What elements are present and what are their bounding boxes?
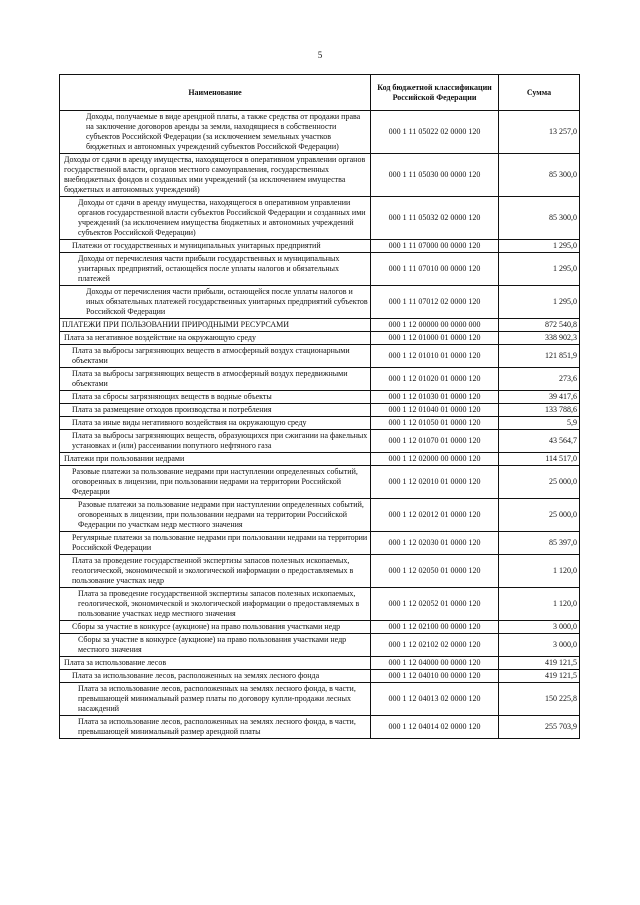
table-row [60,430,580,453]
table-row [60,453,580,466]
row-code: 000 1 12 02010 01 0000 120 [371,466,499,499]
row-name: ПЛАТЕЖИ ПРИ ПОЛЬЗОВАНИИ ПРИРОДНЫМИ РЕСУРСАМИ [60,319,371,332]
row-code: 000 1 12 02102 02 0000 120 [371,634,499,657]
row-name: Платежи при пользовании недрами [60,453,371,466]
table-row [60,588,580,621]
row-code: 000 1 12 04010 00 0000 120 [371,670,499,683]
row-name: Плата за размещение отходов производства и потребления [60,404,371,417]
row-name: Платежи от государственных и муниципальных унитарных предприятий [60,240,371,253]
row-name: Плата за использование лесов, расположенных на землях лесного фонда, в части, превышающей минимальный размер платы по договору купли-продажи лесных насаждений [60,683,371,716]
row-code: 000 1 11 07012 02 0000 120 [371,286,499,319]
header-name: Наименование [60,75,371,111]
row-name: Сборы за участие в конкурсе (аукционе) на право пользования участками недр [60,621,371,634]
row-sum: 3 000,0 [499,634,580,657]
table-row [60,634,580,657]
row-sum: 3 000,0 [499,621,580,634]
row-code: 000 1 12 01050 01 0000 120 [371,417,499,430]
table-row [60,197,580,240]
row-code: 000 1 11 05022 02 0000 120 [371,111,499,154]
row-code: 000 1 12 01020 01 0000 120 [371,368,499,391]
row-code: 000 1 11 07000 00 0000 120 [371,240,499,253]
row-code: 000 1 12 02050 01 0000 120 [371,555,499,588]
row-name: Плата за проведение государственной экспертизы запасов полезных ископаемых, геологической, экономической и экологической информации о предоставляемых в пользование участках недр местного значения [60,588,371,621]
row-sum: 25 000,0 [499,499,580,532]
row-name: Плата за сбросы загрязняющих веществ в водные объекты [60,391,371,404]
row-name: Разовые платежи за пользование недрами при наступлении определенных событий, оговоренных в лицензии, при пользовании недрами на территории Российской Федерации по участкам недр местного значения [60,499,371,532]
table-row [60,466,580,499]
row-code: 000 1 12 00000 00 0000 000 [371,319,499,332]
row-sum: 133 788,6 [499,404,580,417]
row-sum: 39 417,6 [499,391,580,404]
row-sum: 5,9 [499,417,580,430]
row-code: 000 1 12 02100 00 0000 120 [371,621,499,634]
budget-revenue-table [59,74,580,739]
row-sum: 121 851,9 [499,345,580,368]
row-sum: 13 257,0 [499,111,580,154]
table-row [60,621,580,634]
row-sum: 85 300,0 [499,154,580,197]
row-name: Плата за выбросы загрязняющих веществ в атмосферный воздух передвижными объектами [60,368,371,391]
row-name: Разовые платежи за пользование недрами при наступлении определенных событий, оговоренных в лицензии, при пользовании недрами на территории Российской Федерации [60,466,371,499]
table-row [60,499,580,532]
row-code: 000 1 12 01000 01 0000 120 [371,332,499,345]
row-code: 000 1 12 02000 00 0000 120 [371,453,499,466]
table-row [60,332,580,345]
row-sum: 872 540,8 [499,319,580,332]
row-name: Плата за выбросы загрязняющих веществ в атмосферный воздух стационарными объектами [60,345,371,368]
table-row [60,111,580,154]
row-sum: 273,6 [499,368,580,391]
row-sum: 85 300,0 [499,197,580,240]
row-code: 000 1 12 02012 01 0000 120 [371,499,499,532]
row-code: 000 1 12 04014 02 0000 120 [371,716,499,739]
table-row [60,240,580,253]
row-code: 000 1 11 05030 00 0000 120 [371,154,499,197]
table-row [60,319,580,332]
row-sum: 85 397,0 [499,532,580,555]
table-row [60,670,580,683]
row-name: Плата за проведение государственной экспертизы запасов полезных ископаемых, геологической, экономической и экологической информации о предоставляемых в пользование участках недр [60,555,371,588]
row-code: 000 1 12 01010 01 0000 120 [371,345,499,368]
row-name: Плата за использование лесов, расположенных на землях лесного фонда, в части, превышающей минимальный размер арендной платы [60,716,371,739]
row-name: Доходы от сдачи в аренду имущества, находящегося в оперативном управлении органов государственной власти субъектов Российской Федерации и созданных ими учреждений (за исключением имущества бюджетных и автономных учреждений субъектов Российской Федерации) [60,197,371,240]
table-row [60,391,580,404]
row-name: Доходы от перечисления части прибыли государственных и муниципальных унитарных предприятий, остающейся после уплаты налогов и обязательных платежей [60,253,371,286]
table-row [60,716,580,739]
table-row [60,532,580,555]
row-name: Плата за негативное воздействие на окружающую среду [60,332,371,345]
table-row [60,683,580,716]
row-name: Сборы за участие в конкурсе (аукционе) на право пользования участками недр местного значения [60,634,371,657]
table-row [60,345,580,368]
row-code: 000 1 11 07010 00 0000 120 [371,253,499,286]
row-code: 000 1 12 01030 01 0000 120 [371,391,499,404]
row-name: Доходы, получаемые в виде арендной платы, а также средства от продажи права на заключение договоров аренды за земли, находящиеся в собственности субъектов Российской Федерации (за исключением земельных участков бюджетных и автономных учреждений субъектов Российской Федерации) [60,111,371,154]
row-code: 000 1 12 04013 02 0000 120 [371,683,499,716]
table-row [60,404,580,417]
row-name: Доходы от перечисления части прибыли, остающейся после уплаты налогов и иных обязательных платежей государственных унитарных предприятий субъектов Российской Федерации [60,286,371,319]
row-sum: 1 295,0 [499,240,580,253]
row-name: Регулярные платежи за пользование недрами при пользовании недрами на территории Российской Федерации [60,532,371,555]
row-name: Доходы от сдачи в аренду имущества, находящегося в оперативном управлении органов государственной власти, органов местного самоуправления, государственных внебюджетных фондов и созданных ими учреждений (за исключением имущества бюджетных и автономных учреждений) [60,154,371,197]
row-code: 000 1 12 01040 01 0000 120 [371,404,499,417]
row-sum: 419 121,5 [499,657,580,670]
row-name: Плата за использование лесов [60,657,371,670]
row-code: 000 1 12 01070 01 0000 120 [371,430,499,453]
row-sum: 1 120,0 [499,555,580,588]
row-name: Плата за использование лесов, расположенных на землях лесного фонда [60,670,371,683]
table-row [60,154,580,197]
row-sum: 43 564,7 [499,430,580,453]
table-row [60,555,580,588]
table-row [60,368,580,391]
table-row [60,253,580,286]
row-sum: 25 000,0 [499,466,580,499]
row-code: 000 1 11 05032 02 0000 120 [371,197,499,240]
row-code: 000 1 12 04000 00 0000 120 [371,657,499,670]
row-code: 000 1 12 02030 01 0000 120 [371,532,499,555]
table-row [60,417,580,430]
row-sum: 1 295,0 [499,253,580,286]
table-row [60,286,580,319]
row-sum: 114 517,0 [499,453,580,466]
row-name: Плата за выбросы загрязняющих веществ, образующихся при сжигании на факельных установках и (или) рассеивании попутного нефтяного газа [60,430,371,453]
table-header-row [60,75,580,111]
row-sum: 419 121,5 [499,670,580,683]
row-sum: 255 703,9 [499,716,580,739]
row-sum: 150 225,8 [499,683,580,716]
row-sum: 1 295,0 [499,286,580,319]
table-row [60,657,580,670]
row-name: Плата за иные виды негативного воздействия на окружающую среду [60,417,371,430]
row-sum: 338 902,3 [499,332,580,345]
row-sum: 1 120,0 [499,588,580,621]
page-number: 5 [317,50,323,60]
row-code: 000 1 12 02052 01 0000 120 [371,588,499,621]
header-code: Код бюджетной классификации Российской Федерации [371,75,499,111]
header-sum: Сумма [499,75,580,111]
